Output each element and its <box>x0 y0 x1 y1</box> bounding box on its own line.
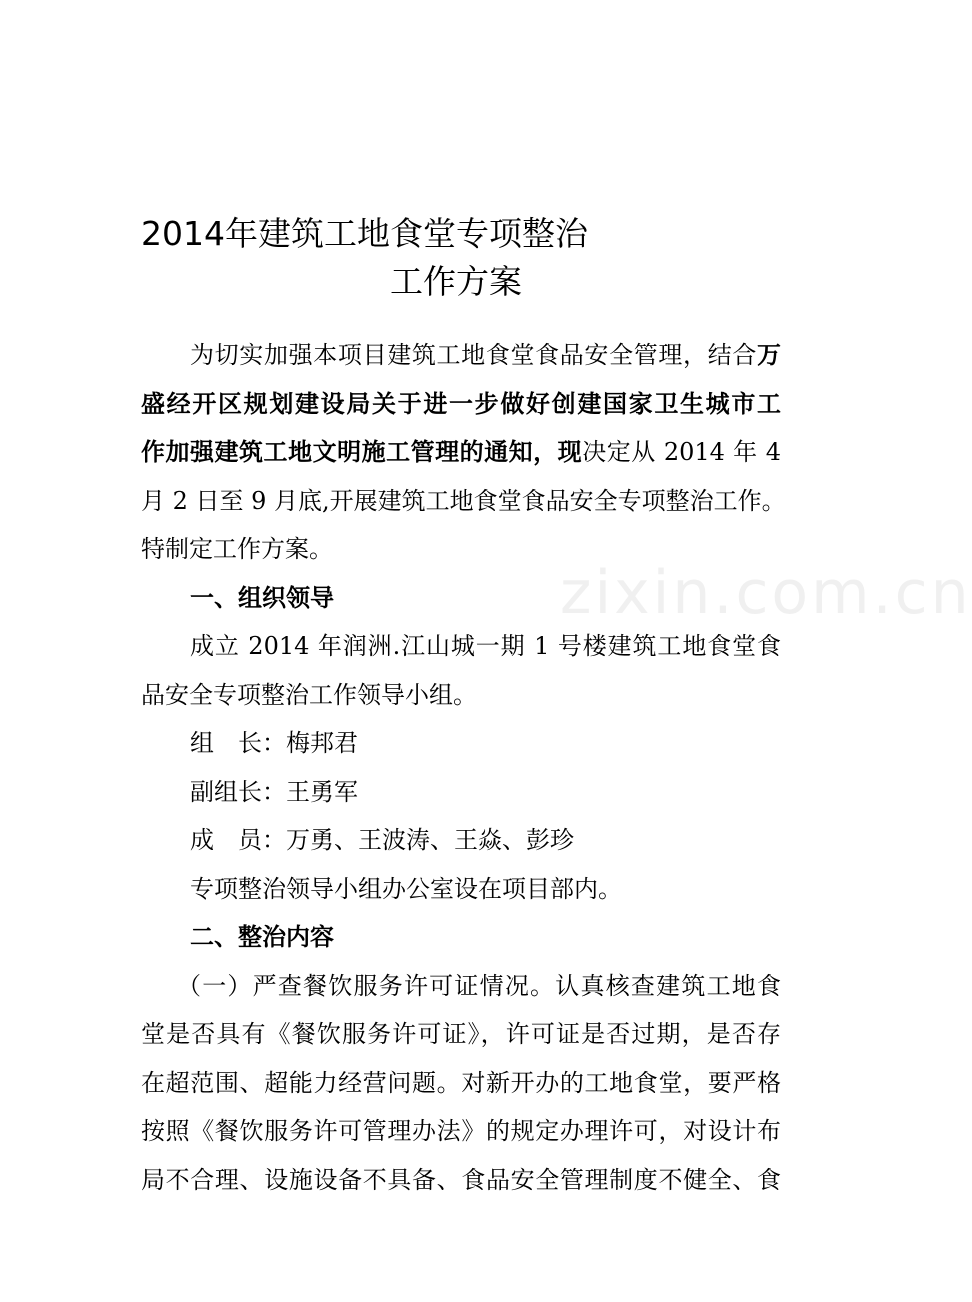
intro-line-5: 特制定工作方案。 <box>141 535 333 563</box>
section1-para-line-2: 品安全专项整治工作领导小组。 <box>141 680 477 709</box>
watermark: zixin.com.cn <box>560 558 972 628</box>
intro-bold-text: 万 <box>757 341 781 369</box>
section2-para-line-3: 在超范围、超能力经营问题。对新开办的工地食堂，要严格 <box>141 1068 781 1097</box>
members-line: 成 员：万勇、王波涛、王焱、彭珍 <box>190 826 574 854</box>
section2-para-line-1: （一）严查餐饮服务许可证情况。认真核查建筑工地食 <box>177 971 781 1000</box>
section1-heading: 一、组织领导 <box>190 583 334 612</box>
intro-line-4: 月 2 日至 9 月底,开展建筑工地食堂食品安全专项整治工作。 <box>141 486 786 515</box>
section1-para-line-1: 成立 2014 年润洲.江山城一期 1 号楼建筑工地食堂食 <box>190 632 781 660</box>
section2-para-line-2: 堂是否具有《餐饮服务许可证》，许可证是否过期，是否存 <box>141 1020 781 1048</box>
document-body <box>141 331 786 1204</box>
section2-heading: 二、整治内容 <box>190 923 334 951</box>
leader-line: 组 长：梅邦君 <box>190 729 358 757</box>
intro-line-3 <box>141 428 781 477</box>
intro-text: 为切实加强本项目建筑工地食堂食品安全管理，结合 <box>190 341 757 369</box>
intro-text: 决定从 2014 年 4 <box>582 438 782 466</box>
intro-line-2: 盛经开区规划建设局关于进一步做好创建国家卫生城市工 <box>141 389 781 418</box>
deputy-line: 副组长：王勇军 <box>190 777 358 806</box>
intro-line-1 <box>141 331 781 380</box>
section2-para-line-4: 按照《餐饮服务许可管理办法》的规定办理许可，对设计布 <box>141 1117 781 1145</box>
intro-bold-text: 作加强建筑工地文明施工管理的通知，现 <box>141 438 583 466</box>
section2-para-line-5: 局不合理、设施设备不具备、食品安全管理制度不健全、食 <box>141 1165 781 1194</box>
office-line: 专项整治领导小组办公室设在项目部内。 <box>190 874 622 903</box>
document-title-line2: 工作方案 <box>390 262 522 301</box>
document-title-line1: 2014年建筑工地食堂专项整治 <box>141 214 588 253</box>
